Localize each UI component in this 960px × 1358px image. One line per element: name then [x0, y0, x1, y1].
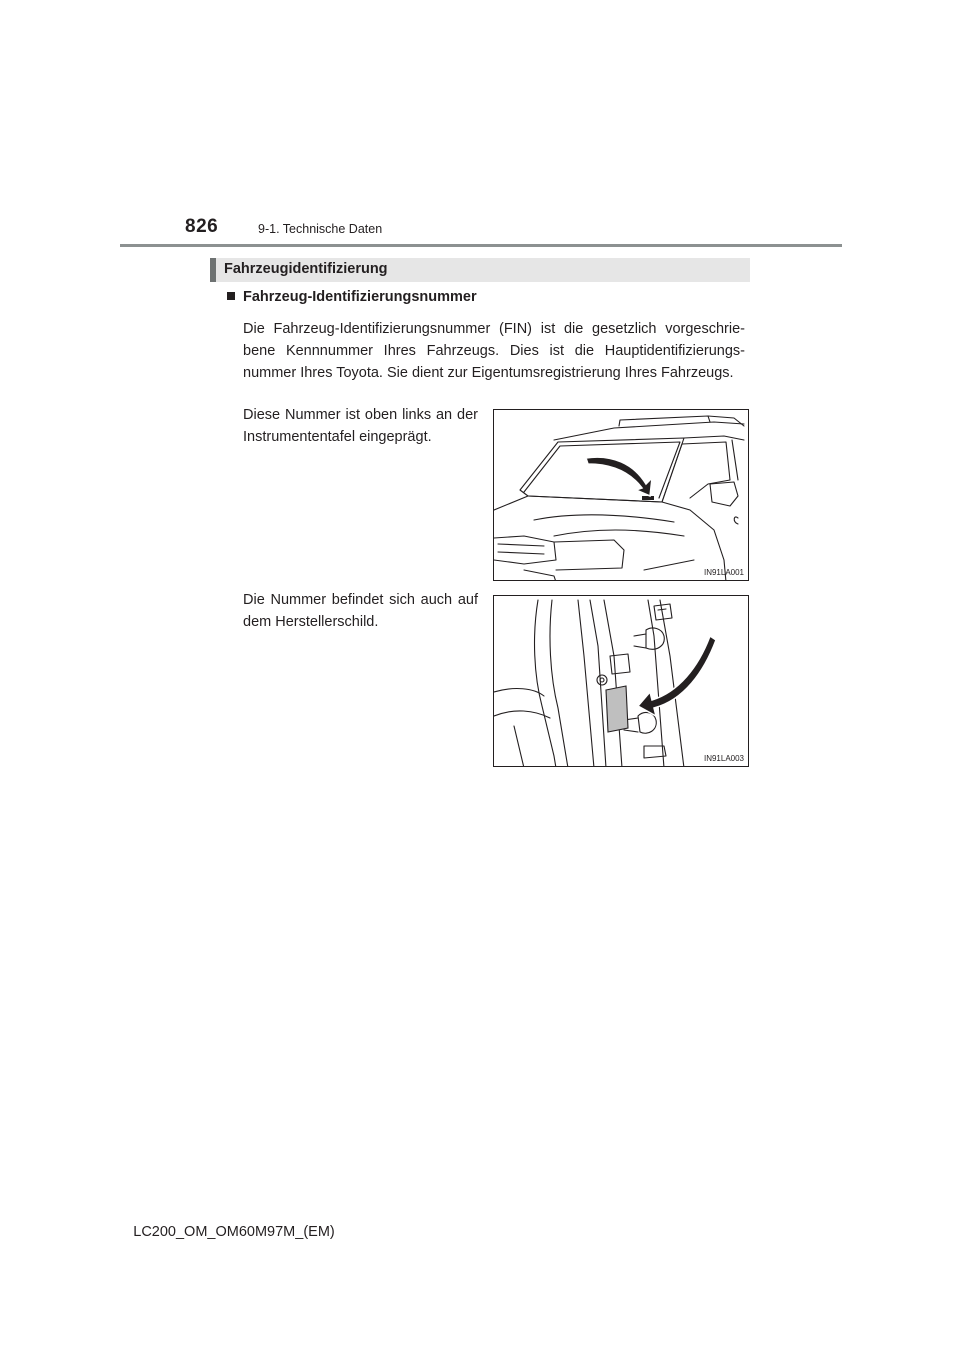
subsection-heading	[227, 289, 477, 305]
figure-1	[493, 409, 749, 581]
body-paragraph: Die Fahrzeug-Identifizierungsnummer (FIN) ist die gesetzlich vorgeschrie-bene Kennnummer Ihres Fahrzeugs. Dies ist die Hauptidentifizierungs-nummer Ihres Toyota. Sie dient zur Eigentumsregistrierung Ihres Fahrzeugs.	[243, 321, 745, 381]
subsection-title: Fahrzeug-Identifizierungsnummer	[243, 289, 477, 305]
door-pillar-label-illustration	[494, 596, 749, 767]
section-label: 9-1. Technische Daten	[258, 222, 383, 236]
section-heading-text: Fahrzeugidentifizierung	[224, 261, 388, 277]
figure-2-code: IN91LA003	[703, 754, 744, 763]
page-number: 826	[185, 216, 219, 237]
windshield-vin-illustration	[494, 410, 749, 581]
figure-1-caption: Diese Nummer ist oben links an der Instrumententafel eingeprägt.	[243, 407, 478, 445]
figure-2	[493, 595, 749, 767]
heading-accent	[210, 258, 216, 282]
figure-1-code: IN91LA001	[703, 568, 744, 577]
footer-doc-code: LC200_OM_OM60M97M_(EM)	[133, 1224, 335, 1240]
figure-2-caption: Die Nummer befindet sich auch auf dem Herstellerschild.	[243, 592, 478, 630]
section-heading	[210, 258, 750, 282]
header-rule	[120, 244, 842, 247]
square-bullet-icon	[227, 292, 235, 300]
